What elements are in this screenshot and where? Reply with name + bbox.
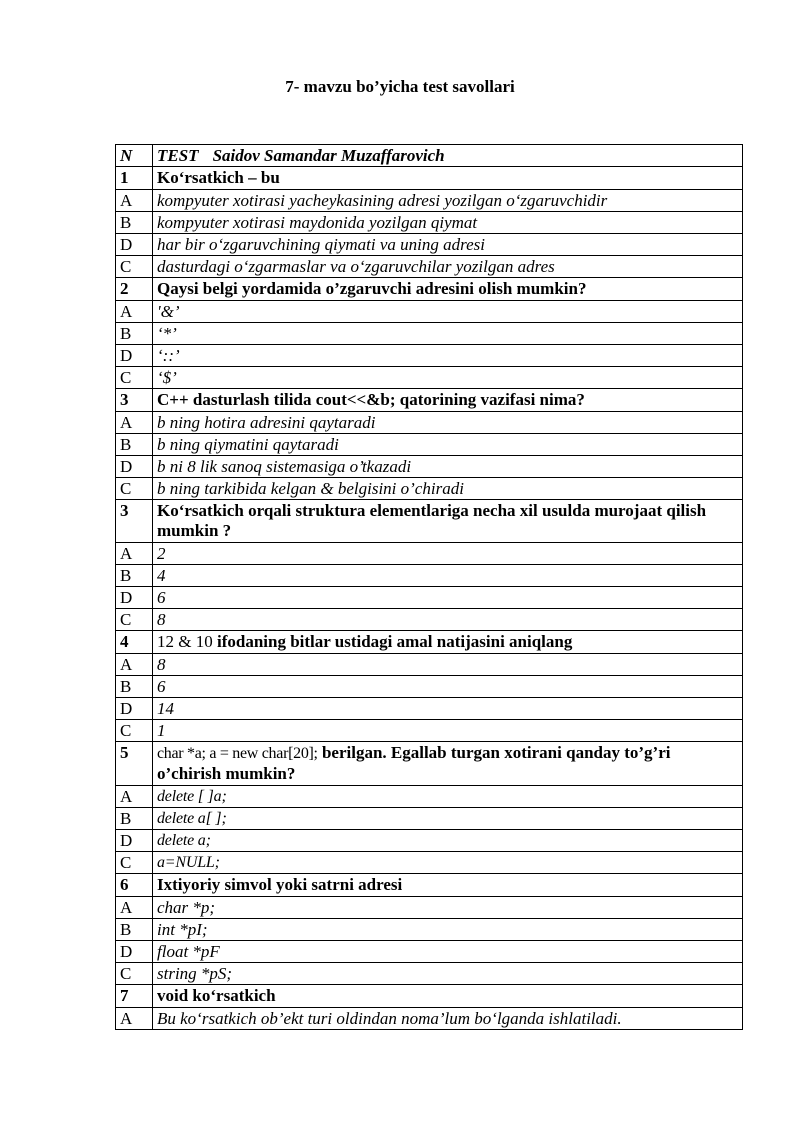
- answer-key: C: [116, 609, 153, 631]
- question-text-cell: [153, 500, 743, 543]
- question-number: 2: [116, 278, 153, 301]
- answer-text: 6: [153, 587, 743, 609]
- answer-row: [116, 478, 743, 500]
- question-text: Ixtiyoriy simvol yoki satrni adresi: [157, 875, 403, 894]
- question-number: 4: [116, 631, 153, 654]
- answer-row: [116, 808, 743, 830]
- answer-row: [116, 412, 743, 434]
- question-row: [116, 167, 743, 190]
- question-text-cell: [153, 874, 743, 897]
- answer-row: [116, 941, 743, 963]
- question-text: void ko‘rsatkich: [157, 986, 276, 1005]
- question-text: Ko‘rsatkich orqali struktura elementlariga necha xil usulda murojaat qilish mumkin ?: [157, 501, 707, 540]
- answer-text: '&’: [153, 301, 743, 323]
- answer-row: [116, 1008, 743, 1030]
- answer-text: 1: [153, 720, 743, 742]
- answer-text: a=NULL;: [153, 852, 743, 874]
- answer-key: B: [116, 323, 153, 345]
- answer-text: Bu ko‘rsatkich ob’ekt turi oldindan noma’lum bo‘lganda ishlatiladi.: [153, 1008, 743, 1030]
- answer-row: [116, 345, 743, 367]
- answer-key: A: [116, 301, 153, 323]
- question-text-cell: [153, 278, 743, 301]
- question-prefix: char *a; a = new char[20];: [157, 745, 318, 762]
- question-text: Ko‘rsatkich – bu: [157, 168, 280, 187]
- question-text-cell: [153, 631, 743, 654]
- answer-key: C: [116, 720, 153, 742]
- question-text-cell: [153, 985, 743, 1008]
- answer-text: float *pF: [153, 941, 743, 963]
- answer-key: B: [116, 565, 153, 587]
- answer-row: [116, 256, 743, 278]
- answer-key: B: [116, 808, 153, 830]
- answer-key: A: [116, 190, 153, 212]
- answer-row: [116, 301, 743, 323]
- answer-key: D: [116, 941, 153, 963]
- answer-text: har bir o‘zgaruvchining qiymati va uning adresi: [153, 234, 743, 256]
- answer-key: C: [116, 963, 153, 985]
- question-text: Qaysi belgi yordamida o’zgaruvchi adresini olish mumkin?: [157, 279, 587, 298]
- answer-text: 6: [153, 676, 743, 698]
- answer-key: D: [116, 698, 153, 720]
- page-title: 7- mavzu bo’yicha test savollari: [285, 77, 515, 96]
- answer-row: [116, 234, 743, 256]
- answer-key: C: [116, 256, 153, 278]
- answer-text: 4: [153, 565, 743, 587]
- answer-key: A: [116, 412, 153, 434]
- answer-key: D: [116, 830, 153, 852]
- header-test-label: TEST: [157, 146, 199, 165]
- header-author: Saidov Samandar Muzaffarovich: [212, 146, 445, 165]
- answer-key: A: [116, 543, 153, 565]
- answer-text: string *pS;: [153, 963, 743, 985]
- answer-text: b ning hotira adresini qaytaradi: [153, 412, 743, 434]
- answer-text: dasturdagi o‘zgarmaslar va o‘zgaruvchilar yozilgan adres: [153, 256, 743, 278]
- answer-row: [116, 456, 743, 478]
- answer-row: [116, 676, 743, 698]
- answer-text: ‘*’: [153, 323, 743, 345]
- question-row: [116, 278, 743, 301]
- answer-text: b ning qiymatini qaytaradi: [153, 434, 743, 456]
- answer-key: A: [116, 897, 153, 919]
- answer-key: C: [116, 367, 153, 389]
- answer-row: [116, 720, 743, 742]
- question-text: C++ dasturlash tilida cout<<&b; qatorining vazifasi nima?: [157, 390, 585, 409]
- question-text-cell: [153, 389, 743, 412]
- answer-text: char *p;: [153, 897, 743, 919]
- header-test: [153, 145, 743, 167]
- answer-text: 8: [153, 654, 743, 676]
- question-row: [116, 631, 743, 654]
- answer-key: C: [116, 852, 153, 874]
- answer-row: [116, 919, 743, 941]
- question-text: ifodaning bitlar ustidagi amal natijasini aniqlang: [216, 632, 573, 651]
- question-row: [116, 389, 743, 412]
- header-n: N: [116, 145, 153, 167]
- question-number: 3: [116, 500, 153, 543]
- answer-row: [116, 654, 743, 676]
- answer-text: 8: [153, 609, 743, 631]
- question-number: 3: [116, 389, 153, 412]
- answer-text: b ni 8 lik sanoq sistemasiga o’tkazadi: [153, 456, 743, 478]
- answer-row: [116, 698, 743, 720]
- answer-row: [116, 565, 743, 587]
- question-text-cell: [153, 742, 743, 786]
- answer-row: [116, 609, 743, 631]
- answer-row: [116, 323, 743, 345]
- answer-row: [116, 852, 743, 874]
- answer-key: B: [116, 919, 153, 941]
- answer-key: A: [116, 654, 153, 676]
- question-number: 7: [116, 985, 153, 1008]
- question-text-cell: [153, 167, 743, 190]
- answer-row: [116, 434, 743, 456]
- question-prefix: 12 & 10: [157, 632, 213, 651]
- answer-key: B: [116, 212, 153, 234]
- answer-row: [116, 830, 743, 852]
- answer-row: [116, 786, 743, 808]
- answer-text: delete a;: [153, 830, 743, 852]
- question-number: 6: [116, 874, 153, 897]
- answer-key: A: [116, 1008, 153, 1030]
- answer-key: B: [116, 434, 153, 456]
- answer-row: [116, 963, 743, 985]
- answer-text: int *pI;: [153, 919, 743, 941]
- answer-text: b ning tarkibida kelgan & belgisini o’chiradi: [153, 478, 743, 500]
- answer-text: delete [ ]a;: [153, 786, 743, 808]
- answer-key: D: [116, 345, 153, 367]
- test-table: [115, 144, 743, 1030]
- answer-row: [116, 543, 743, 565]
- answer-key: C: [116, 478, 153, 500]
- answer-key: D: [116, 587, 153, 609]
- question-row: [116, 985, 743, 1008]
- answer-text: kompyuter xotirasi yacheykasining adresi yozilgan o‘zgaruvchidir: [153, 190, 743, 212]
- answer-row: [116, 897, 743, 919]
- question-row: [116, 500, 743, 543]
- table-header-row: [116, 145, 743, 167]
- answer-text: 14: [153, 698, 743, 720]
- question-text: berilgan. Egallab turgan xotirani qanday to’g’ri o’chirish mumkin?: [157, 743, 671, 783]
- answer-key: D: [116, 456, 153, 478]
- answer-row: [116, 212, 743, 234]
- answer-row: [116, 190, 743, 212]
- answer-key: A: [116, 786, 153, 808]
- question-row: [116, 874, 743, 897]
- question-number: 1: [116, 167, 153, 190]
- answer-key: B: [116, 676, 153, 698]
- answer-text: 2: [153, 543, 743, 565]
- answer-row: [116, 367, 743, 389]
- answer-text: kompyuter xotirasi maydonida yozilgan qiymat: [153, 212, 743, 234]
- answer-key: D: [116, 234, 153, 256]
- answer-text: ‘::’: [153, 345, 743, 367]
- answer-text: delete a[ ];: [153, 808, 743, 830]
- answer-text: ‘$’: [153, 367, 743, 389]
- question-row: [116, 742, 743, 786]
- answer-row: [116, 587, 743, 609]
- question-number: 5: [116, 742, 153, 786]
